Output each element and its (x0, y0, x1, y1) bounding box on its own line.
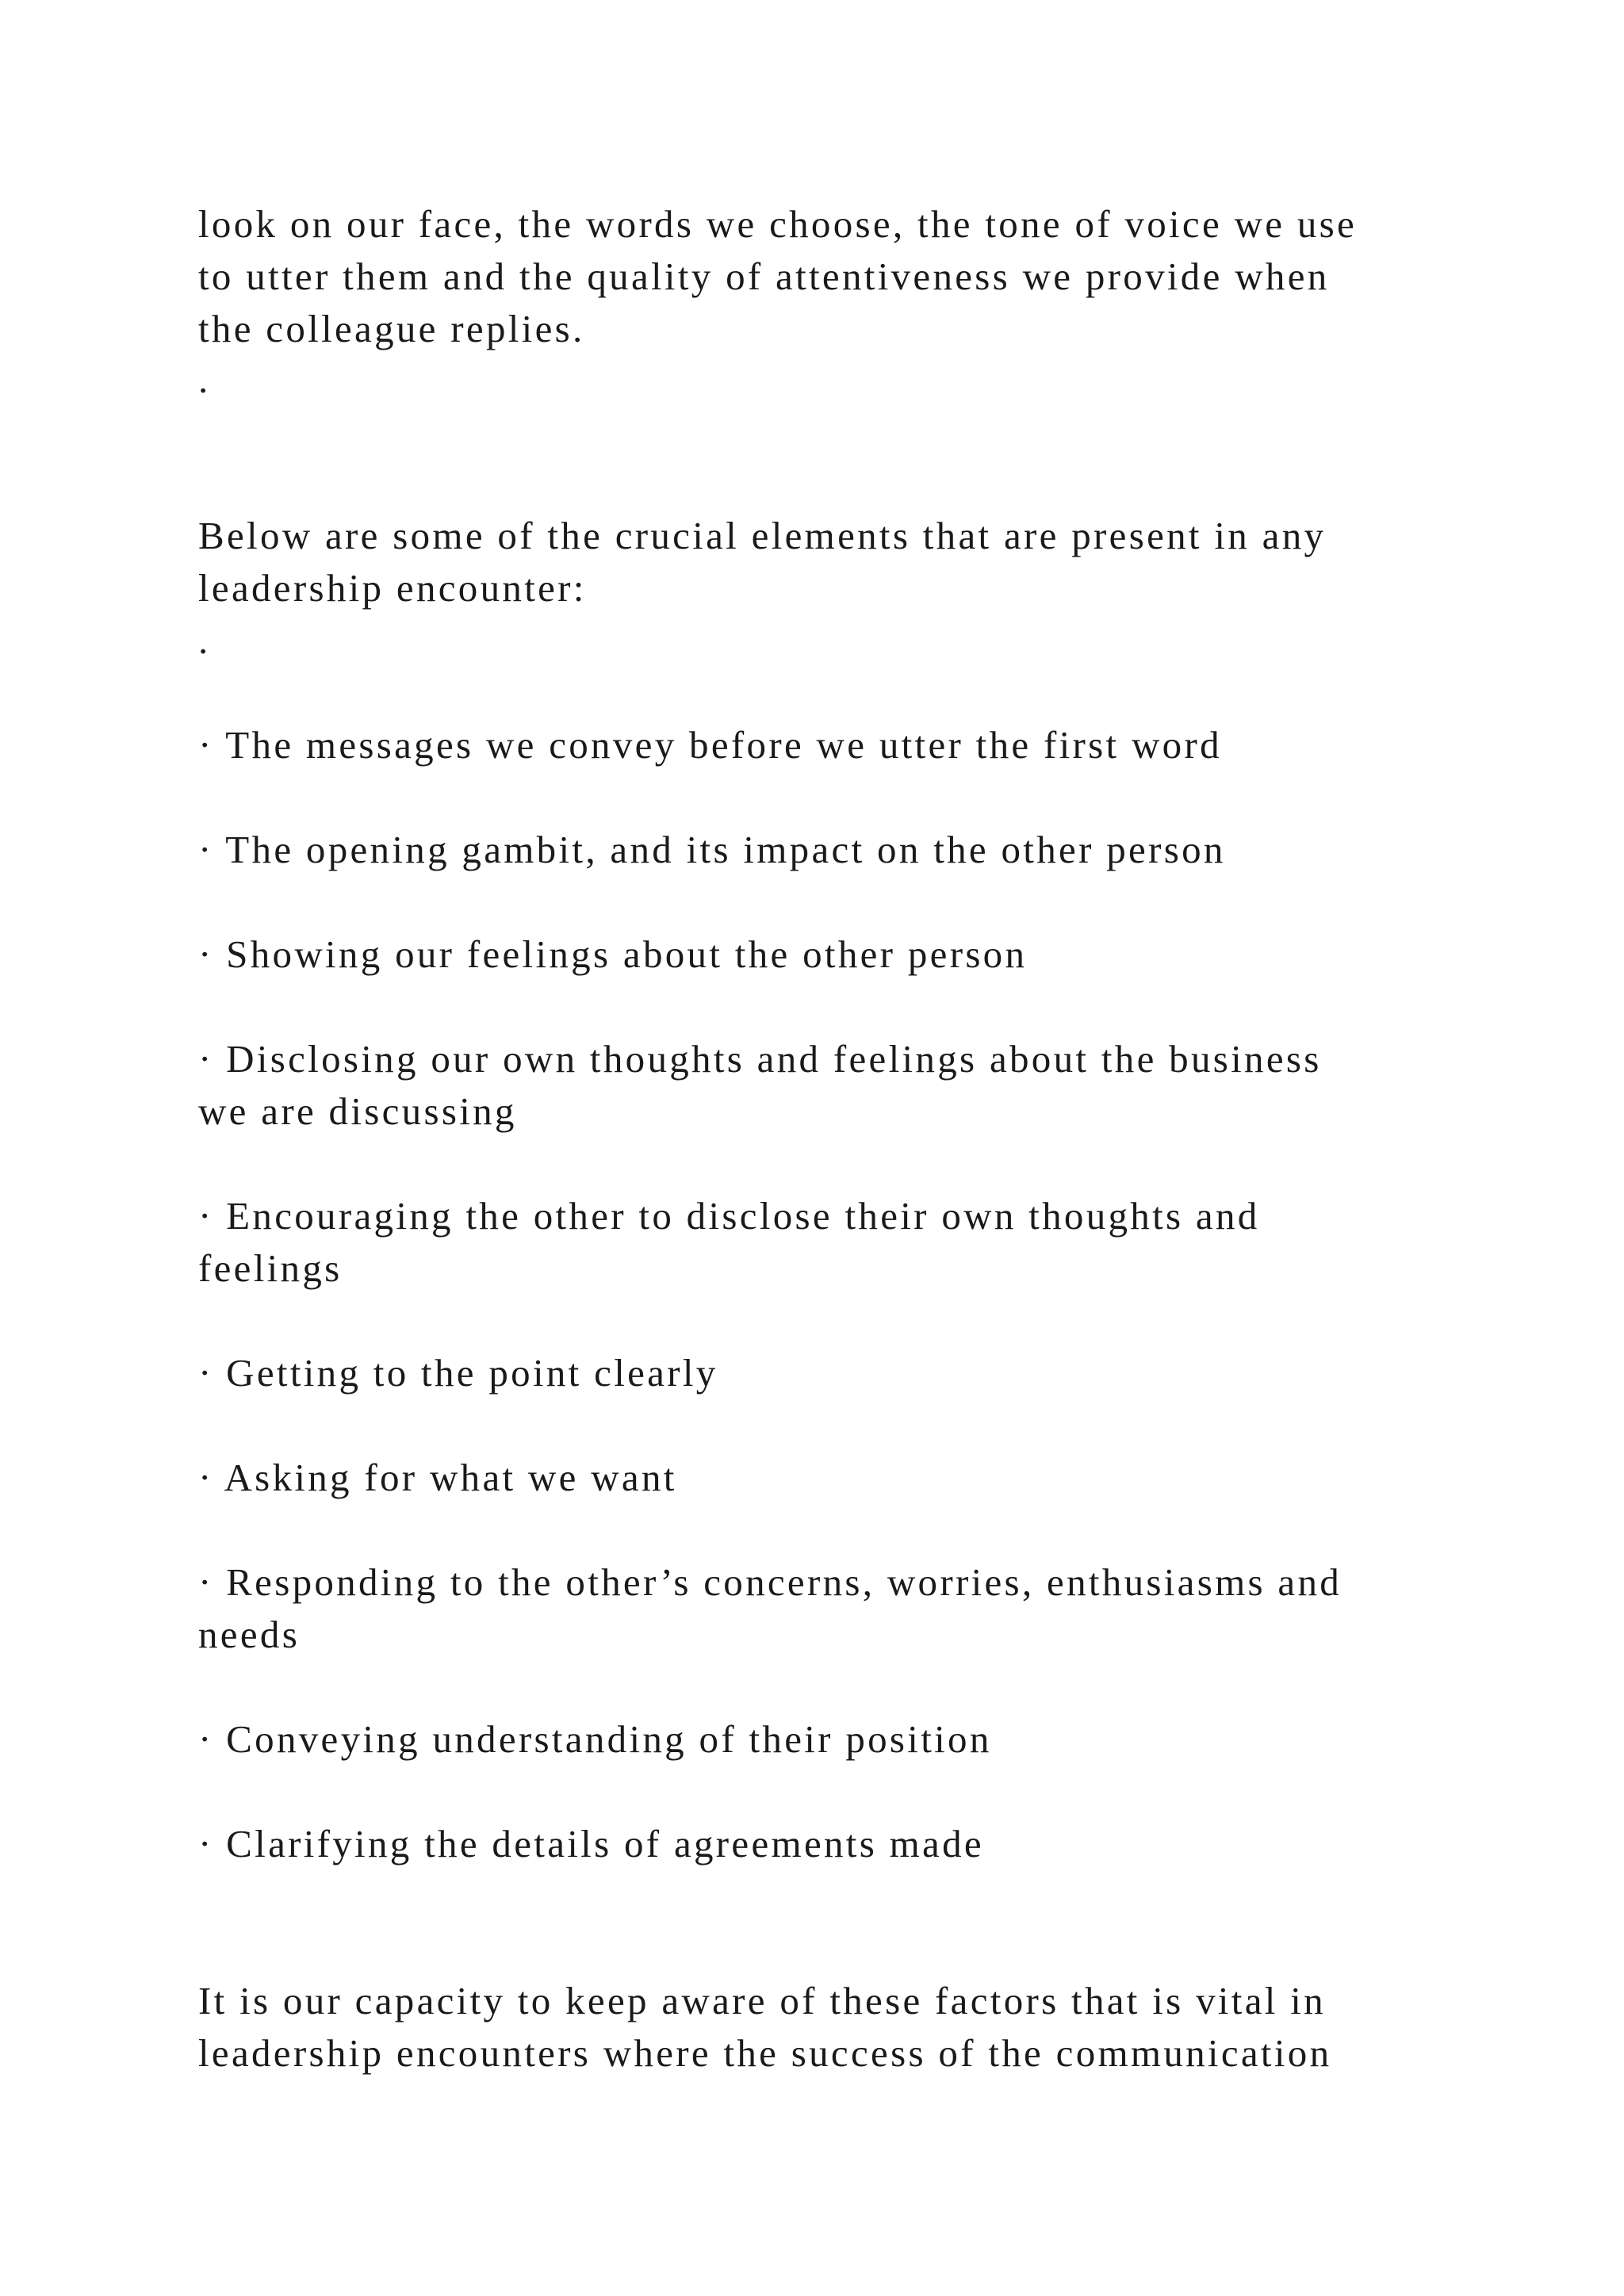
list-item: · Getting to the point clearly (198, 1351, 718, 1395)
list-item: · Disclosing our own thoughts and feelings about the business (198, 1037, 1322, 1081)
list-item: · Asking for what we want (198, 1456, 677, 1499)
list-item: · Encouraging the other to disclose their own thoughts and (198, 1194, 1260, 1238)
elements-heading-dot: . (198, 618, 211, 662)
list-item: · The opening gambit, and its impact on the other person (198, 828, 1226, 871)
closing-line-2: leadership encounters where the success of the communication (198, 2031, 1332, 2075)
intro-line-3: the colleague replies. (198, 307, 585, 350)
intro-line-2: to utter them and the quality of attentiveness we provide when (198, 254, 1330, 298)
list-item: · Conveying understanding of their position (198, 1717, 992, 1761)
list-item-continuation: feelings (198, 1246, 343, 1290)
elements-heading-line-1: Below are some of the crucial elements that are present in any (198, 514, 1327, 557)
closing-line-1: It is our capacity to keep aware of these factors that is vital in (198, 1979, 1326, 2022)
list-item-continuation: we are discussing (198, 1089, 517, 1133)
list-item: · Responding to the other’s concerns, worries, enthusiasms and (198, 1560, 1342, 1604)
list-item-continuation: needs (198, 1613, 301, 1656)
elements-heading-line-2: leadership encounter: (198, 566, 587, 610)
intro-dot: . (198, 358, 211, 401)
list-item: · The messages we convey before we utter the first word (198, 723, 1222, 767)
intro-line-1: look on our face, the words we choose, the tone of voice we use (198, 202, 1358, 246)
list-item: · Clarifying the details of agreements made (198, 1822, 984, 1866)
list-item: · Showing our feelings about the other person (198, 932, 1028, 976)
